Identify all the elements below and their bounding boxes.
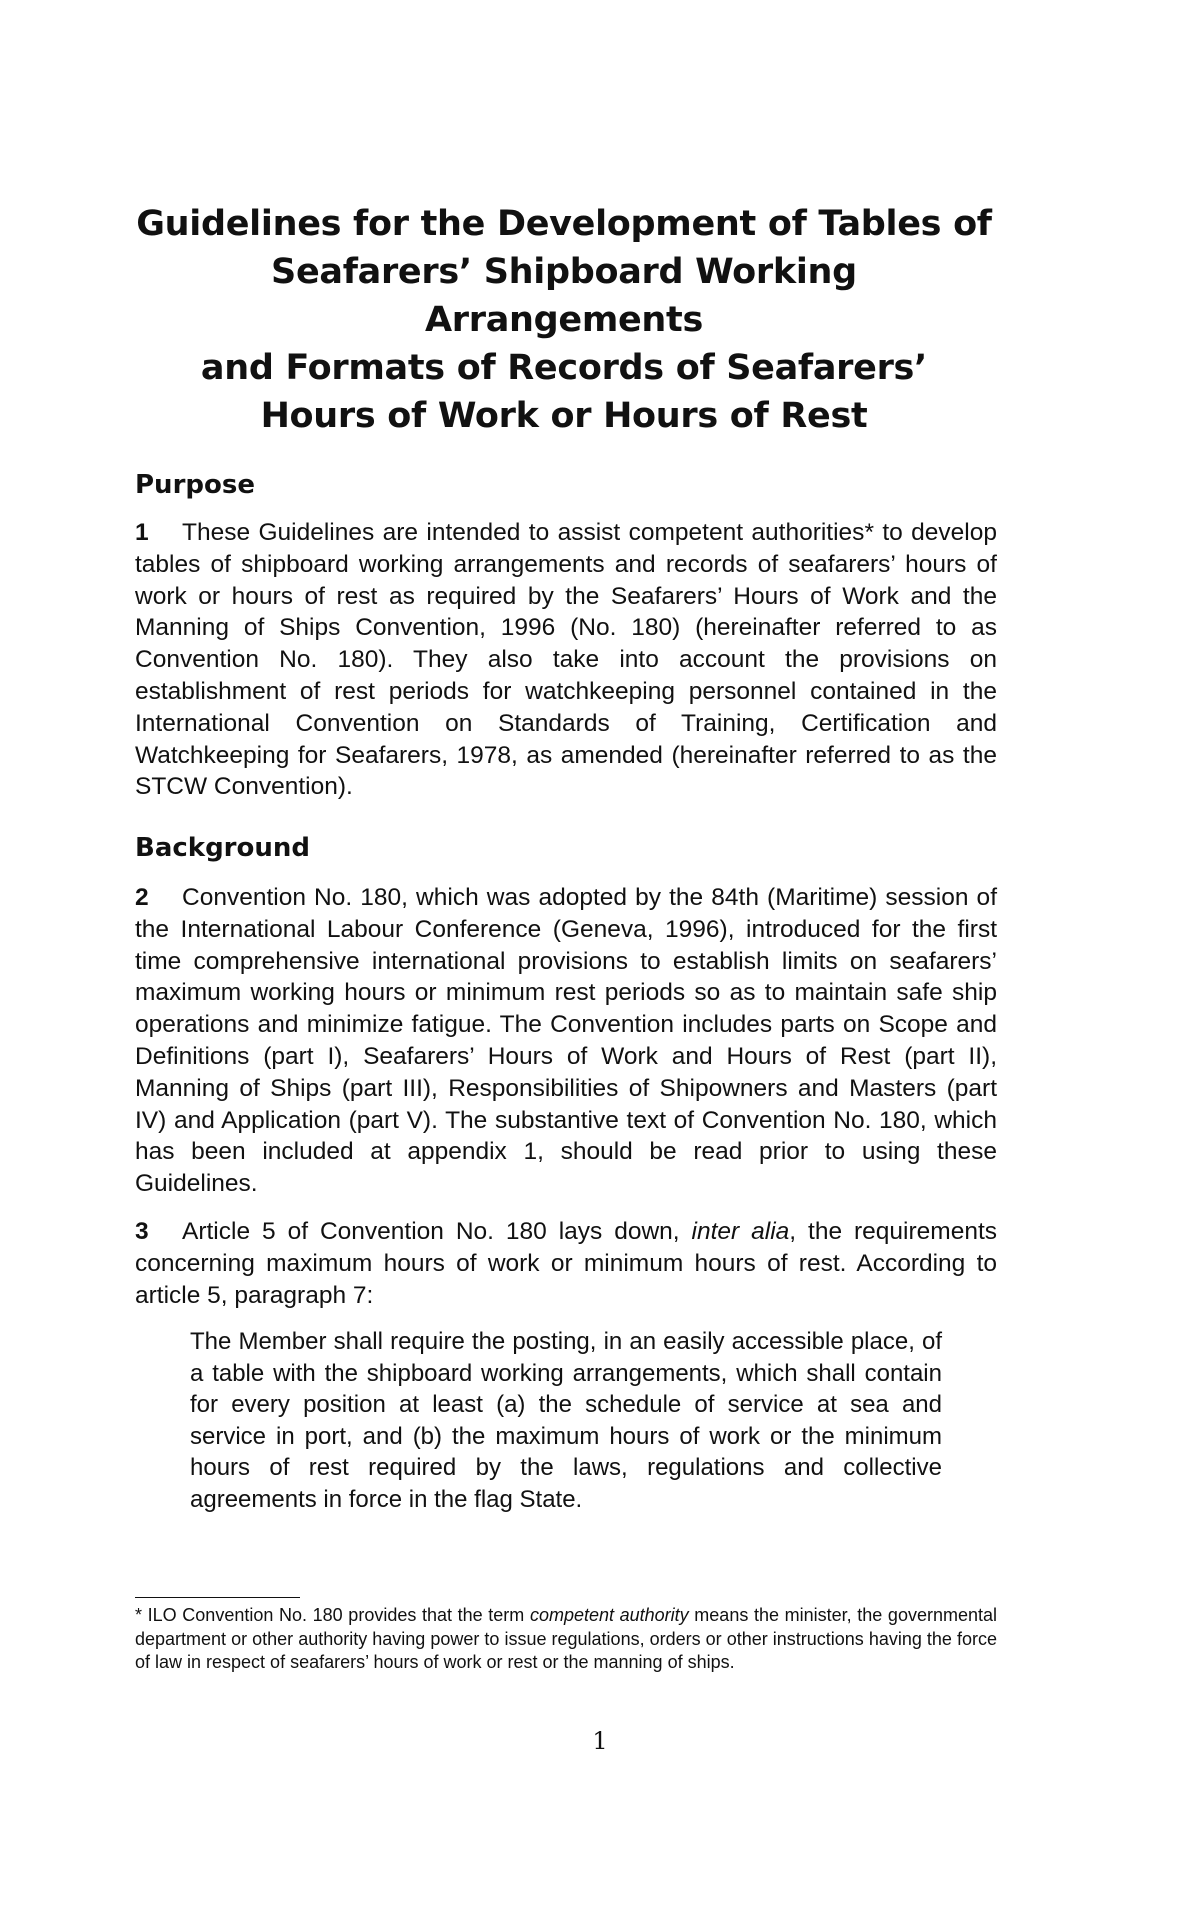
footnote-italic: competent authority (529, 1605, 689, 1625)
heading-purpose: Purpose (135, 470, 255, 500)
paragraph-2 (135, 882, 997, 1200)
paragraph-1-text-start: These Guidelines are intended to assist competent authorities (182, 519, 865, 546)
paragraph-1-text-end: to develop tables of shipboard working arrangements and records of seafarers’ hours of work or hours of rest as required by the Seafarers’ Hours of Work and the Manning of Ships Convention, 1996 (No. 180) (hereinafter referred to as Convention No. 180). They also take into account the provisions on establishment of rest periods for watchkeeping personnel contained in the International Convention on Standards of Training, Certification and Watchkeeping for Seafarers, 1978, as amended (hereinafter referred to as the STCW Convention). (135, 519, 997, 801)
footnote-text-start: ILO Convention No. 180 provides that the term (142, 1605, 530, 1625)
paragraph-number-1: 1 (135, 519, 149, 546)
paragraph-number-3: 3 (135, 1218, 149, 1245)
footnote-text-end: means the minister, the governmental department or other authority having power to issue regulations, orders or other instructions having the force of law in respect of seafarers’ hours of work or rest or the manning of ships. (135, 1605, 998, 1672)
paragraph-number-2: 2 (135, 884, 149, 911)
title-line-4: Hours of Work or Hours of Rest (260, 396, 868, 436)
paragraph-1 (135, 517, 997, 803)
footnote-marker-ref: * (864, 519, 874, 546)
heading-background: Background (135, 833, 310, 863)
title-line-2: Seafarers’ Shipboard Working Arrangements (271, 252, 857, 340)
footnote-marker: * (135, 1605, 143, 1625)
paragraph-3-text-start: Article 5 of Convention No. 180 lays down, (182, 1218, 692, 1245)
page-number: 1 (592, 1727, 608, 1755)
block-quote: The Member shall require the posting, in an easily accessible place, of a table with the shipboard working arrangements, which shall contain for every position at least (a) the schedule of service at sea and service in port, and (b) the maximum hours of work or the minimum hours of rest required by the laws, regulations and collective agreements in force in the flag State. (190, 1328, 942, 1513)
paragraph-3-text-end: , the requirements concerning maximum hours of work or minimum hours of rest. According to article 5, paragraph 7: (135, 1218, 998, 1309)
title-line-1: Guidelines for the Development of Tables of (136, 204, 992, 244)
document-title (130, 200, 998, 440)
footnote-divider (135, 1597, 300, 1598)
footnote (135, 1604, 997, 1675)
paragraph-3 (135, 1216, 997, 1311)
paragraph-3-italic: inter alia (691, 1218, 790, 1245)
title-line-3: and Formats of Records of Seafarers’ (200, 348, 928, 388)
paragraph-2-text: Convention No. 180, which was adopted by the 84th (Maritime) session of the International Labour Conference (Geneva, 1996), introduced for the first time comprehensive international provisions to establish limits on seafarers’ maximum working hours or minimum rest periods so as to maintain safe ship operations and minimize fatigue. The Convention includes parts on Scope and Definitions (part I), Seafarers’ Hours of Work and Hours of Rest (part II), Manning of Ships (part III), Responsibilities of Shipowners and Masters (part IV) and Application (part V). The substantive text of Convention No. 180, which has been included at appendix 1, should be read prior to using these Guidelines. (135, 884, 997, 1198)
